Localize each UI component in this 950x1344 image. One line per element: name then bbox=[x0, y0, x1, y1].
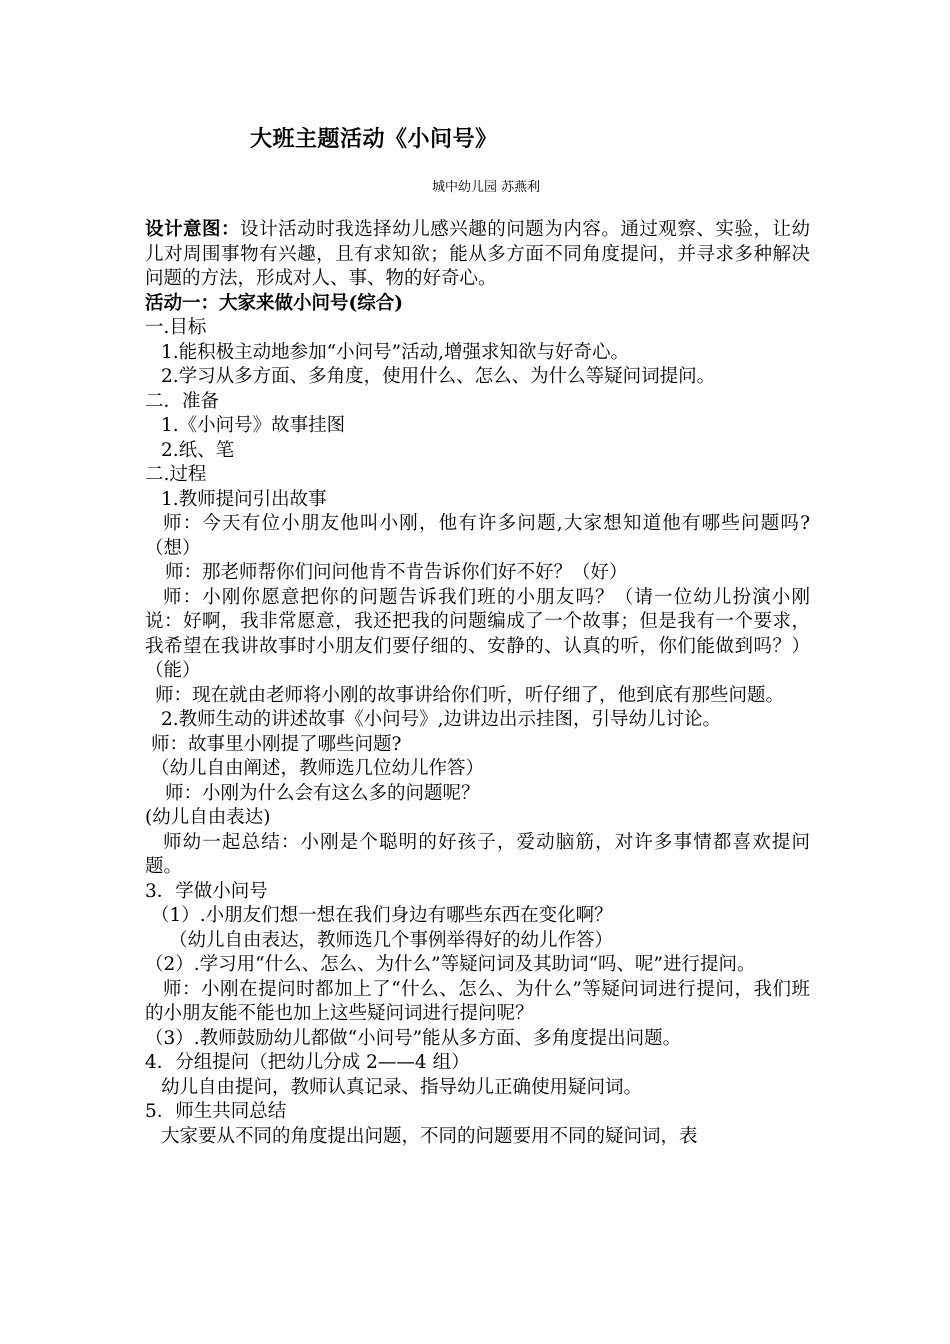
dialogue-line: （幼儿自由阐述，教师选几位幼儿作答） bbox=[151, 758, 485, 779]
dialogue-line: （1）.小朋友们想一想在我们身边有哪些东西在变化啊？ bbox=[151, 905, 613, 926]
dialogue-line: 师：小刚为什么会有这么多的问题呢？ bbox=[165, 782, 480, 804]
dialogue-line: 幼儿自由提问，教师认真记录、指导幼儿正确使用疑问词。 bbox=[161, 1076, 643, 1098]
process-step: 1.教师提问引出故事 bbox=[161, 488, 327, 510]
activity-one-heading: 活动一：大家来做小问号(综合) bbox=[145, 292, 404, 314]
dialogue-line: 师幼一起总结：小刚是个聪明的好孩子，爱动脑筋，对许多事情都喜欢提问题。 bbox=[145, 831, 810, 877]
document-body bbox=[145, 218, 810, 1149]
dialogue-line: 师：现在就由老师将小刚的故事讲给你们听，听仔细了，他到底有那些问题。 bbox=[155, 684, 785, 706]
process-step: 5．师生共同总结 bbox=[145, 1101, 287, 1122]
process-step: 4．分组提问（把幼儿分成 2——4 组） bbox=[145, 1052, 470, 1073]
section-process-heading: 二.过程 bbox=[145, 464, 207, 485]
dialogue-line: 师：那老师帮你们问问他肯不肯告诉你们好不好？（好） bbox=[165, 562, 628, 583]
dialogue-line: (幼儿自由表达) bbox=[145, 807, 271, 828]
process-step: 2.教师生动的讲述故事《小问号》,边讲边出示挂图，引导幼儿讨论。 bbox=[161, 709, 722, 730]
dialogue-line: 师：故事里小刚提了哪些问题? bbox=[151, 733, 402, 755]
design-intent-paragraph bbox=[145, 218, 810, 292]
dialogue-line: （2）.学习用“什么、怎么、为什么”等疑问词及其助词“吗、呢”进行提问。 bbox=[145, 954, 756, 975]
dialogue-line: 大家要从不同的角度提出问题，不同的问题要用不同的疑问词，表 bbox=[161, 1125, 698, 1147]
design-intent-text: 设计活动时我选择幼儿感兴趣的问题为内容。通过观察、实验，让幼儿对周围事物有兴趣，且有求知欲；能从多方面不同角度提问，并寻求多种解决问题的方法，形成对人、事、物的好奇心。 bbox=[145, 219, 810, 289]
section-preparation-heading: 二．准备 bbox=[145, 390, 220, 412]
dialogue-line: 师：小刚在提问时都加上了“什么、怎么、为什么”等疑问词进行提问，我们班的小朋友能不能也加上这些疑问词进行提问呢？ bbox=[145, 978, 810, 1024]
preparation-item: 1.《小问号》故事挂图 bbox=[161, 415, 346, 436]
document-title: 大班主题活动《小问号》 bbox=[250, 126, 498, 152]
design-intent-label: 设计意图： bbox=[145, 219, 241, 240]
goal-item: 2.学习从多方面、多角度，使用什么、怎么、为什么等疑问词提问。 bbox=[161, 366, 716, 387]
dialogue-line: 师：今天有位小朋友他叫小刚，他有许多问题,大家想知道他有哪些问题吗?（想） bbox=[145, 513, 810, 559]
dialogue-line: 师：小刚你愿意把你的问题告诉我们班的小朋友吗？（请一位幼儿扮演小刚说：好啊，我非常愿意，我还把我的问题编成了一个故事；但是我有一个要求，我希望在我讲故事时小朋友们要仔细的、安静的、认真的听，你们能做到吗？）（能） bbox=[145, 586, 810, 681]
author-line: 城中幼儿园 苏燕利 bbox=[432, 180, 541, 195]
preparation-item: 2.纸、笔 bbox=[161, 439, 235, 461]
dialogue-line: （幼儿自由表达，教师选几个事例举得好的幼儿作答） bbox=[169, 929, 614, 951]
dialogue-line: （3）.教师鼓励幼儿都做“小问号”能从多方面、多角度提出问题。 bbox=[145, 1027, 682, 1049]
process-step: 3．学做小问号 bbox=[145, 880, 268, 902]
section-goals-heading: 一.目标 bbox=[145, 317, 207, 338]
goal-item: 1.能积极主动地参加“小问号”活动,增强求知欲与好奇心。 bbox=[161, 341, 629, 363]
